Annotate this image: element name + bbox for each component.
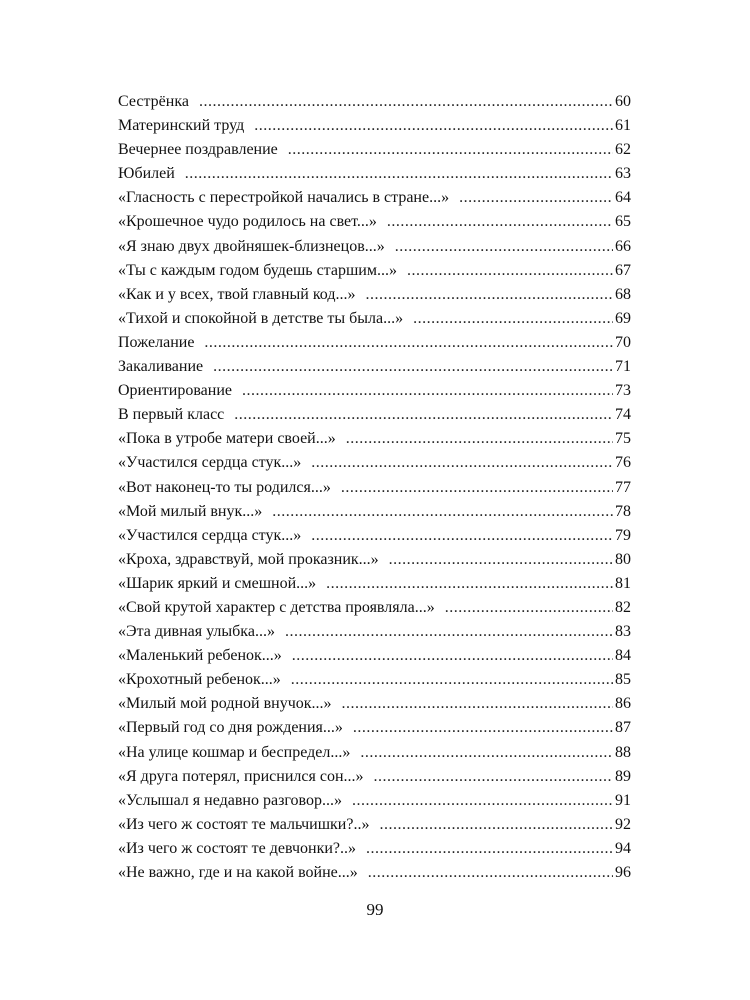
dot-leader (379, 813, 613, 837)
dot-leader (285, 620, 613, 644)
toc-entry-title: «Тихой и спокойной в детстве ты была...» (118, 309, 404, 327)
toc-entry-title: «Эта дивная улыбка...» (118, 623, 275, 641)
toc-entry-title: Вечернее поздравление (118, 141, 278, 159)
toc-entry-page: 79 (615, 526, 631, 544)
toc-entry-title: «Шарик яркий и смешной...» (118, 574, 317, 592)
dot-leader (311, 451, 613, 475)
toc-entry-page: 91 (615, 791, 631, 809)
toc-entry-page: 74 (615, 406, 631, 424)
dot-leader (360, 741, 613, 765)
dot-leader (291, 668, 613, 692)
dot-leader (366, 837, 613, 861)
toc-entry (118, 861, 631, 885)
toc-entry (118, 716, 631, 740)
toc-entry-title: «Кроха, здравствуй, мой проказник...» (118, 550, 379, 568)
toc-entry-title: «Участился сердца стук...» (118, 526, 302, 544)
dot-leader (407, 259, 613, 283)
toc-entry-page: 82 (615, 598, 631, 616)
dot-leader (272, 500, 613, 524)
toc-entry-title: «Милый мой родной внучок...» (118, 695, 332, 713)
dot-leader (413, 307, 613, 331)
dot-leader (213, 355, 613, 379)
toc-entry-page: 75 (615, 430, 631, 448)
toc-entry-title: Пожелание (118, 333, 195, 351)
toc-entry-title: «Я друга потерял, приснился сон...» (118, 767, 364, 785)
toc-entry-title: «Маленький ребенок...» (118, 647, 282, 665)
toc-entry-title: Ориентирование (118, 382, 233, 400)
toc-entry (118, 572, 631, 596)
toc-entry (118, 114, 631, 138)
toc-entry-page: 84 (615, 647, 631, 665)
toc-entry-title: «Как и у всех, твой главный код...» (118, 285, 356, 303)
toc-entry (118, 283, 631, 307)
toc-entry-page: 88 (615, 743, 631, 761)
toc-entry-title: «Первый год со дня рождения...» (118, 719, 343, 737)
toc-entry-title: «Крохотный ребенок...» (118, 671, 281, 689)
toc-entry (118, 186, 631, 210)
toc-entry-title: «На улице кошмар и беспредел...» (118, 743, 351, 761)
dot-leader (459, 186, 613, 210)
page-number: 99 (366, 900, 384, 919)
toc-entry (118, 90, 631, 114)
toc-entry-title: «Мой милый внук...» (118, 502, 263, 520)
toc-entry-title: «Ты с каждым годом будешь старшим...» (118, 261, 397, 279)
toc-entry-title: «Я знаю двух двойняшек-близнецов...» (118, 237, 385, 255)
toc-entry (118, 476, 631, 500)
toc-entry (118, 789, 631, 813)
toc-entry-title: «Пока в утробе матери своей...» (118, 430, 336, 448)
dot-leader (311, 524, 613, 548)
toc-entry (118, 355, 631, 379)
dot-leader (288, 138, 613, 162)
toc-entry-page: 67 (615, 261, 631, 279)
dot-leader (292, 644, 613, 668)
toc-entry-title: «Участился сердца стук...» (118, 454, 302, 472)
dot-leader (254, 114, 613, 138)
toc-entry-title: Закаливание (118, 358, 204, 376)
toc-entry (118, 692, 631, 716)
toc-entry-page: 78 (615, 502, 631, 520)
dot-leader (389, 548, 613, 572)
toc-entry (118, 668, 631, 692)
dot-leader (445, 596, 613, 620)
toc-entry-page: 71 (615, 358, 631, 376)
toc-entry (118, 162, 631, 186)
toc-entry-page: 63 (615, 165, 631, 183)
toc-entry (118, 235, 631, 259)
dot-leader (185, 162, 613, 186)
toc-entry-page: 92 (615, 815, 631, 833)
toc-entry-page: 69 (615, 309, 631, 327)
toc-entry (118, 307, 631, 331)
toc-entry-title: «Свой крутой характер с детства проявляла...» (118, 598, 435, 616)
toc-entry (118, 548, 631, 572)
toc-entry (118, 138, 631, 162)
toc-entry (118, 427, 631, 451)
toc-entry-page: 76 (615, 454, 631, 472)
toc-entry-page: 89 (615, 767, 631, 785)
toc-entry-page: 81 (615, 574, 631, 592)
toc-entry-title: «Гласность с перестройкой начались в стране...» (118, 189, 450, 207)
toc-entry-page: 61 (615, 117, 631, 135)
toc-entry-page: 85 (615, 671, 631, 689)
dot-leader (342, 692, 613, 716)
toc-entry-page: 68 (615, 285, 631, 303)
toc-entry-title: «Не важно, где и на какой войне...» (118, 864, 358, 881)
toc-entry-page: 83 (615, 623, 631, 641)
dot-leader (234, 403, 613, 427)
toc-entry-page: 64 (615, 189, 631, 207)
toc-entry-page: 65 (615, 213, 631, 231)
toc-entry-title: Юбилей (118, 165, 175, 183)
toc-entry-page: 70 (615, 333, 631, 351)
dot-leader (353, 716, 613, 740)
toc-entry (118, 259, 631, 283)
toc-entry-title: «Вот наконец-то ты родился...» (118, 478, 331, 496)
dot-leader (341, 476, 613, 500)
dot-leader (387, 210, 613, 234)
toc-entry-page: 73 (615, 382, 631, 400)
toc-entry-page: 96 (615, 864, 631, 881)
toc-entry (118, 620, 631, 644)
toc-entry-page: 87 (615, 719, 631, 737)
toc-entry (118, 500, 631, 524)
toc-entry-page: 66 (615, 237, 631, 255)
toc-entry-page: 94 (615, 839, 631, 857)
dot-leader (242, 379, 613, 403)
toc-entry-page: 77 (615, 478, 631, 496)
dot-leader (365, 283, 613, 307)
toc-entry-title: «Из чего ж состоят те мальчишки?..» (118, 815, 370, 833)
toc-entry (118, 596, 631, 620)
table-of-contents (118, 90, 631, 885)
toc-entry-title: Материнский труд (118, 117, 245, 135)
toc-entry (118, 403, 631, 427)
toc-entry (118, 644, 631, 668)
toc-entry-page: 80 (615, 550, 631, 568)
toc-entry (118, 451, 631, 475)
toc-entry (118, 524, 631, 548)
dot-leader (346, 427, 613, 451)
toc-entry (118, 210, 631, 234)
toc-entry (118, 813, 631, 837)
dot-leader (199, 90, 613, 114)
toc-entry (118, 741, 631, 765)
toc-entry-page: 62 (615, 141, 631, 159)
toc-entry-title: «Услышал я недавно разговор...» (118, 791, 342, 809)
dot-leader (352, 789, 613, 813)
toc-entry-title: Сестрёнка (118, 93, 189, 110)
toc-entry (118, 331, 631, 355)
toc-entry (118, 765, 631, 789)
toc-entry (118, 379, 631, 403)
toc-entry-page: 86 (615, 695, 631, 713)
toc-entry-page: 60 (615, 93, 631, 110)
toc-entry-title: «Из чего ж состоят те девчонки?..» (118, 839, 356, 857)
toc-entry-title: В первый класс (118, 406, 225, 424)
toc-entry (118, 837, 631, 861)
dot-leader (395, 235, 613, 259)
dot-leader (326, 572, 613, 596)
dot-leader (368, 861, 613, 885)
dot-leader (374, 765, 613, 789)
toc-entry-title: «Крошечное чудо родилось на свет...» (118, 213, 377, 231)
dot-leader (204, 331, 613, 355)
